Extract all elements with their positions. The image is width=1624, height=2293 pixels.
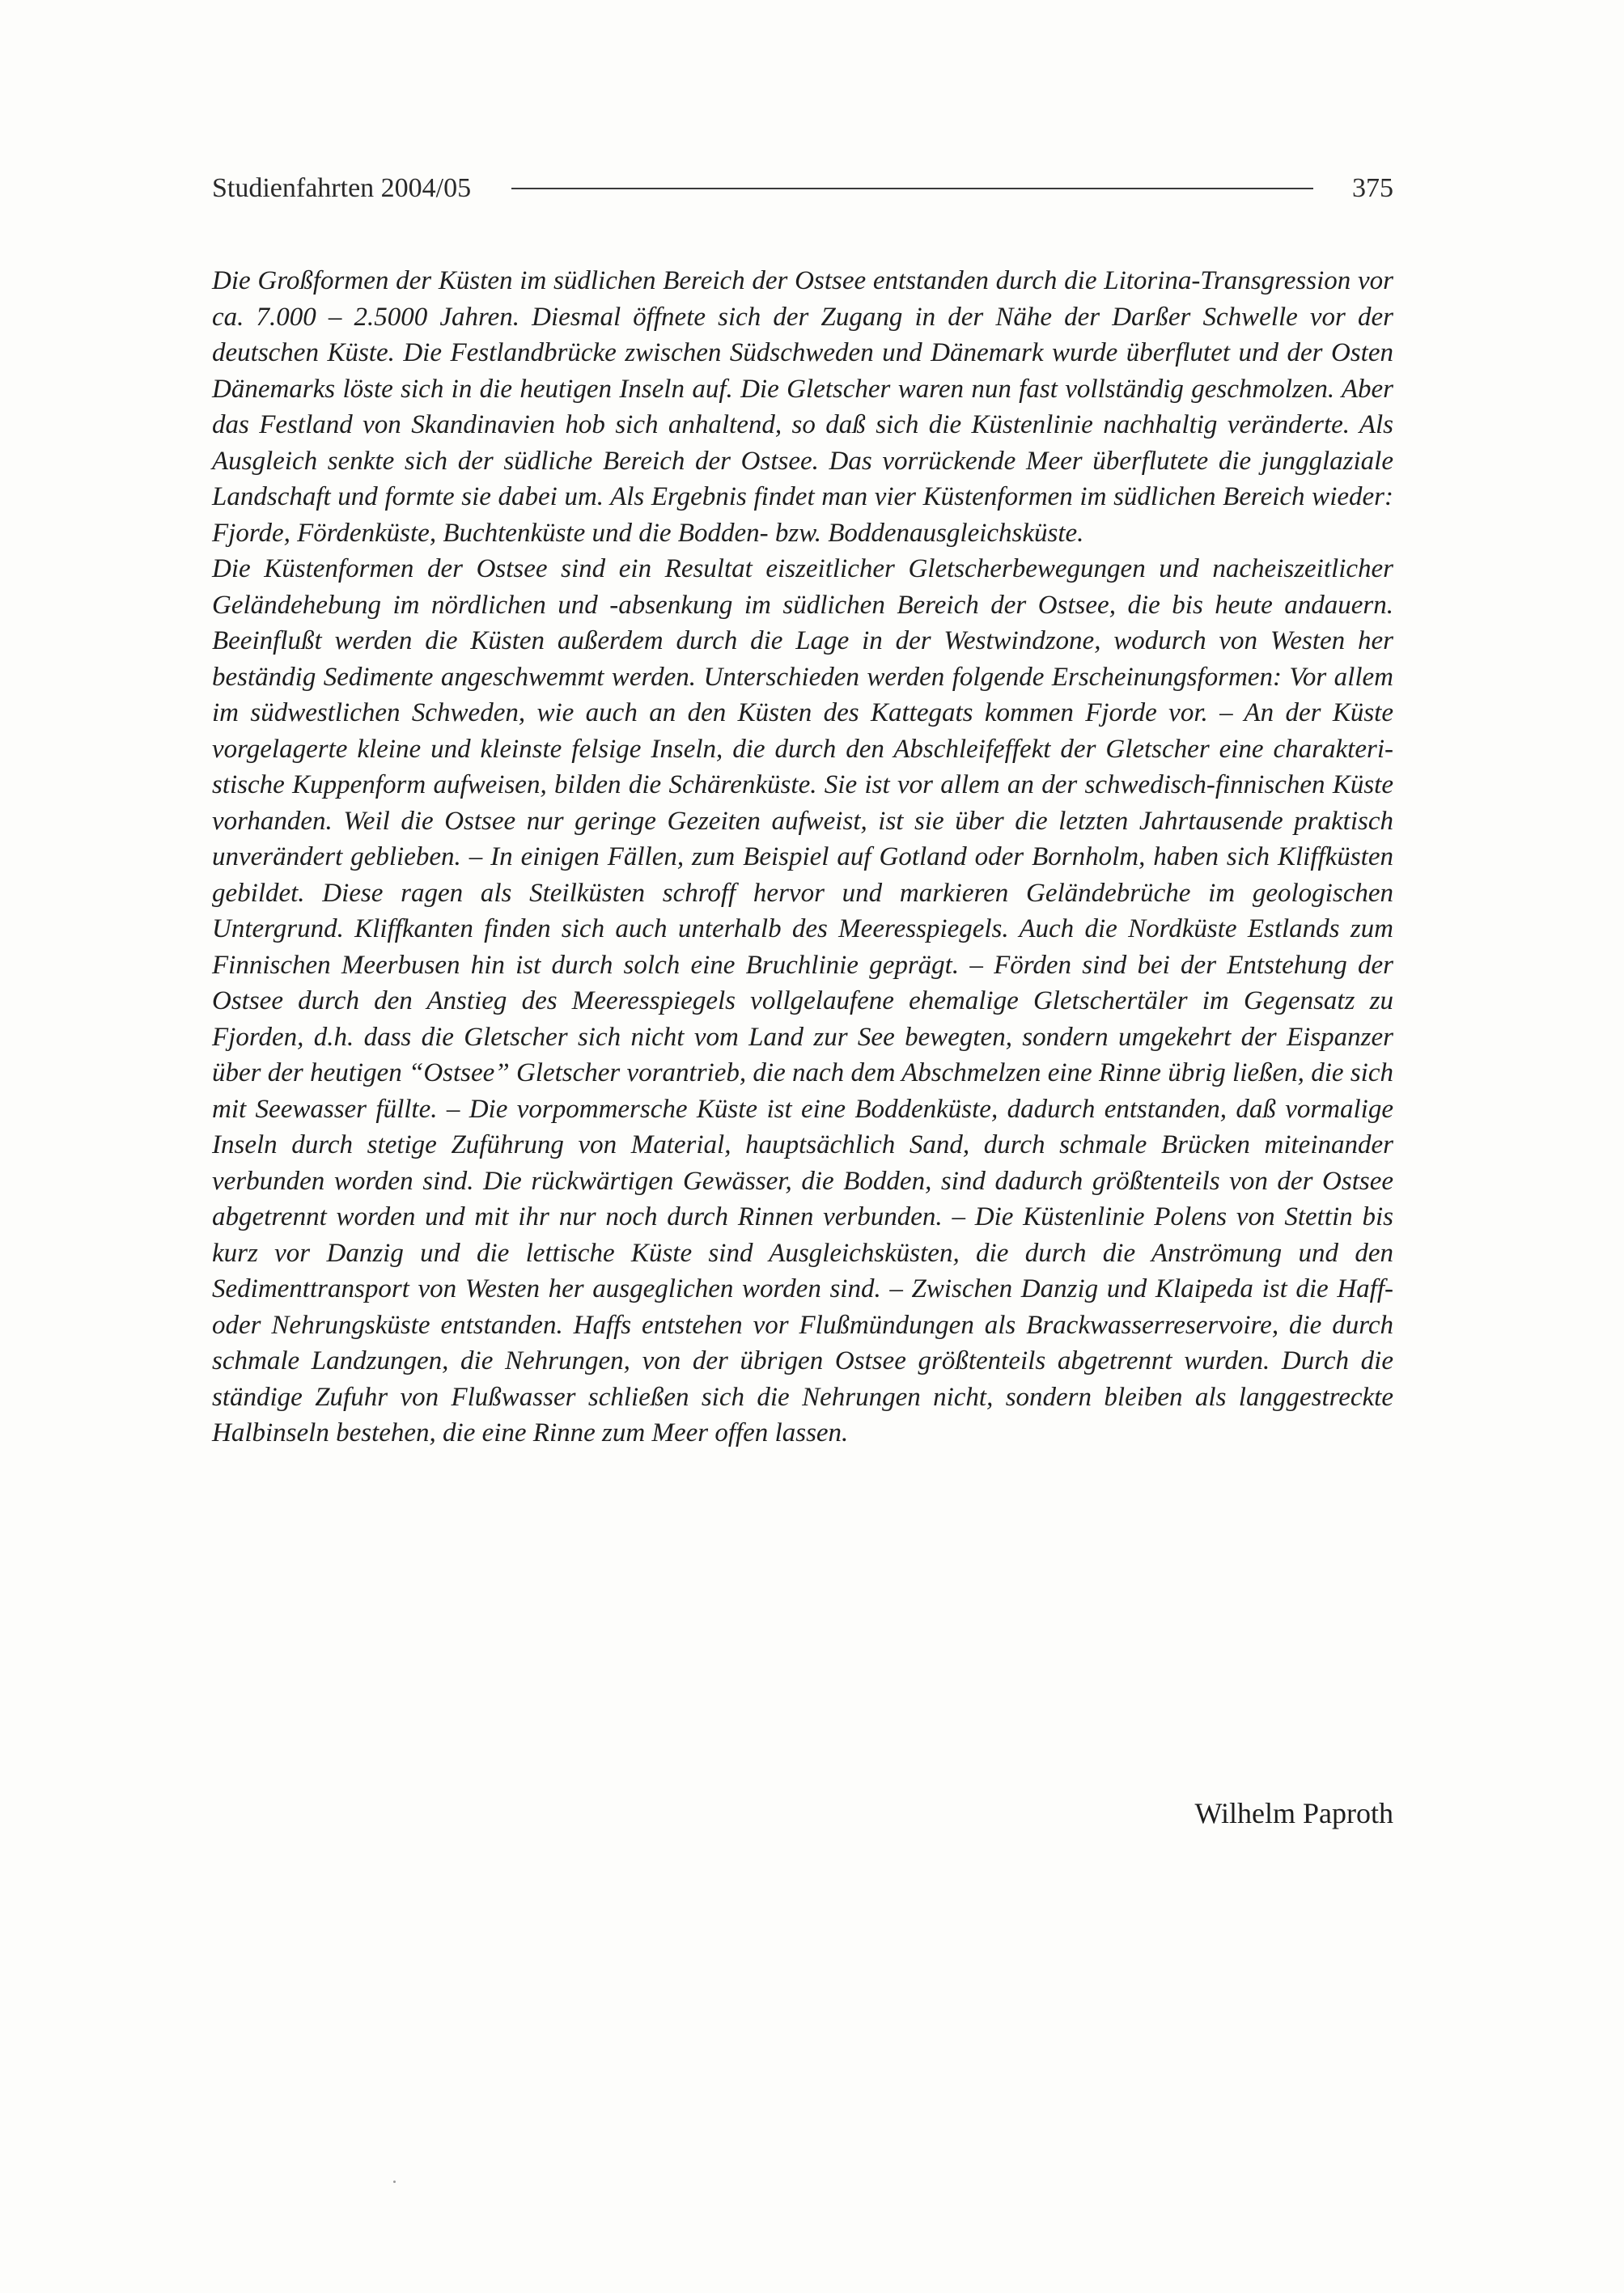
paragraph-1: Die Großformen der Küsten im südlichen Bereich der Ostsee entstanden durch die Litorina-Transgression vor ca. 7.000 – 2.5000 Jahren. Diesmal öffnete sich der Zugang in der Nähe der Darßer Schwelle vor der deutschen Küste. Die Festlandbrücke zwischen Südschweden und Dänemark wurde überflutet und der Osten Dänemarks löste sich in die heutigen Inseln auf. Die Gletscher waren nun fast vollständig geschmolzen. Aber das Festland von Skandinavien hob sich anhaltend, so daß sich die Küstenlinie nachhaltig veränderte. Als Ausgleich senkte sich der südliche Bereich der Ostsee. Das vorrückende Meer überflutete die jungglaziale Landschaft und formte sie dabei um. Als Ergebnis findet man vier Küstenformen im südlichen Bereich wieder: Fjorde, Fördenküste, Buchtenküste und die Bodden- bzw. Boddenausgleichsküste. (212, 266, 1393, 548)
running-head-rule (511, 188, 1313, 189)
author-signature: Wilhelm Paproth (1194, 1797, 1393, 1829)
paragraph-2: Die Küstenformen der Ostsee sind ein Resultat eiszeitlicher Gletscherbewegungen und nacheiszeitlicher Geländehebung im nördlichen und -absenkung im südlichen Bereich der Ostsee, die bis heute andauern. Beeinflußt werden die Küsten außerdem durch die Lage in der Westwindzone, wodurch von Westen her beständig Sedimente angeschwemmt werden. Unterschieden werden folgende Erscheinungsformen: Vor allem im südwestlichen Schweden, wie auch an den Küsten des Kattegats kommen Fjorde vor. – An der Küste vorgelagerte kleine und kleinste felsige Inseln, die durch den Abschleifeffekt der Gletscher eine charakteristische Kuppenform aufweisen, bilden die Schärenküste. Sie ist vor allem an der schwedisch-finnischen Küste vorhanden. Weil die Ostsee nur geringe Gezeiten aufweist, ist sie über die letzten Jahrtausende praktisch unverändert geblieben. – In einigen Fällen, zum Beispiel auf Gotland oder Bornholm, haben sich Kliffküsten gebildet. Diese ragen als Steilküsten schroff hervor und markieren Geländebrüche im geologischen Untergrund. Kliffkanten finden sich auch unterhalb des Meeresspiegels. Auch die Nordküste Estlands zum Finnischen Meerbusen hin ist durch solch eine Bruchlinie geprägt. – Förden sind bei der Entstehung der Ostsee durch den Anstieg des Meeresspiegels vollgelaufene ehemalige Gletschertäler im Gegensatz zu Fjorden, d.h. dass die Gletscher sich nicht vom Land zur See bewegten, sondern umgekehrt der Eispanzer über der heutigen “Ostsee” Gletscher vorantrieb, die nach dem Abschmelzen eine Rinne übrig ließen, die sich mit Seewasser füllte. – Die vorpommersche Küste ist eine Boddenküste, dadurch entstanden, daß vormalige Inseln durch stetige Zuführung von Material, hauptsächlich Sand, durch schmale Brücken miteinander verbunden worden sind. Die rückwärtigen Gewässer, die Bodden, sind dadurch größtenteils von der Ostsee abgetrennt worden und mit ihr nur noch durch Rinnen verbunden. – Die Küstenlinie Polens von Stettin bis kurz vor Danzig und die lettische Küste sind Ausgleichsküsten, die durch die Anströmung und den Sedimenttransport von Westen her ausgeglichen worden sind. – Zwischen Danzig und Klaipeda ist die Haff- oder Nehrungsküste entstanden. Haffs entstehen vor Flußmündungen als Brackwasserreservoire, die durch schmale Landzungen, die Nehrungen, von der übrigen Ostsee größtenteils abgetrennt wurden. Durch die ständige Zufuhr von Flußwasser schließen sich die Nehrungen nicht, sondern bleiben als langgestreckte Halbinseln bestehen, die eine Rinne zum Meer offen lassen. (212, 554, 1393, 1447)
running-head-title: Studienfahrten 2004/05 (212, 173, 472, 203)
article-body (212, 263, 1393, 1452)
running-head (212, 168, 1393, 209)
page-number: 375 (1352, 173, 1393, 203)
scan-speck (393, 2181, 396, 2183)
